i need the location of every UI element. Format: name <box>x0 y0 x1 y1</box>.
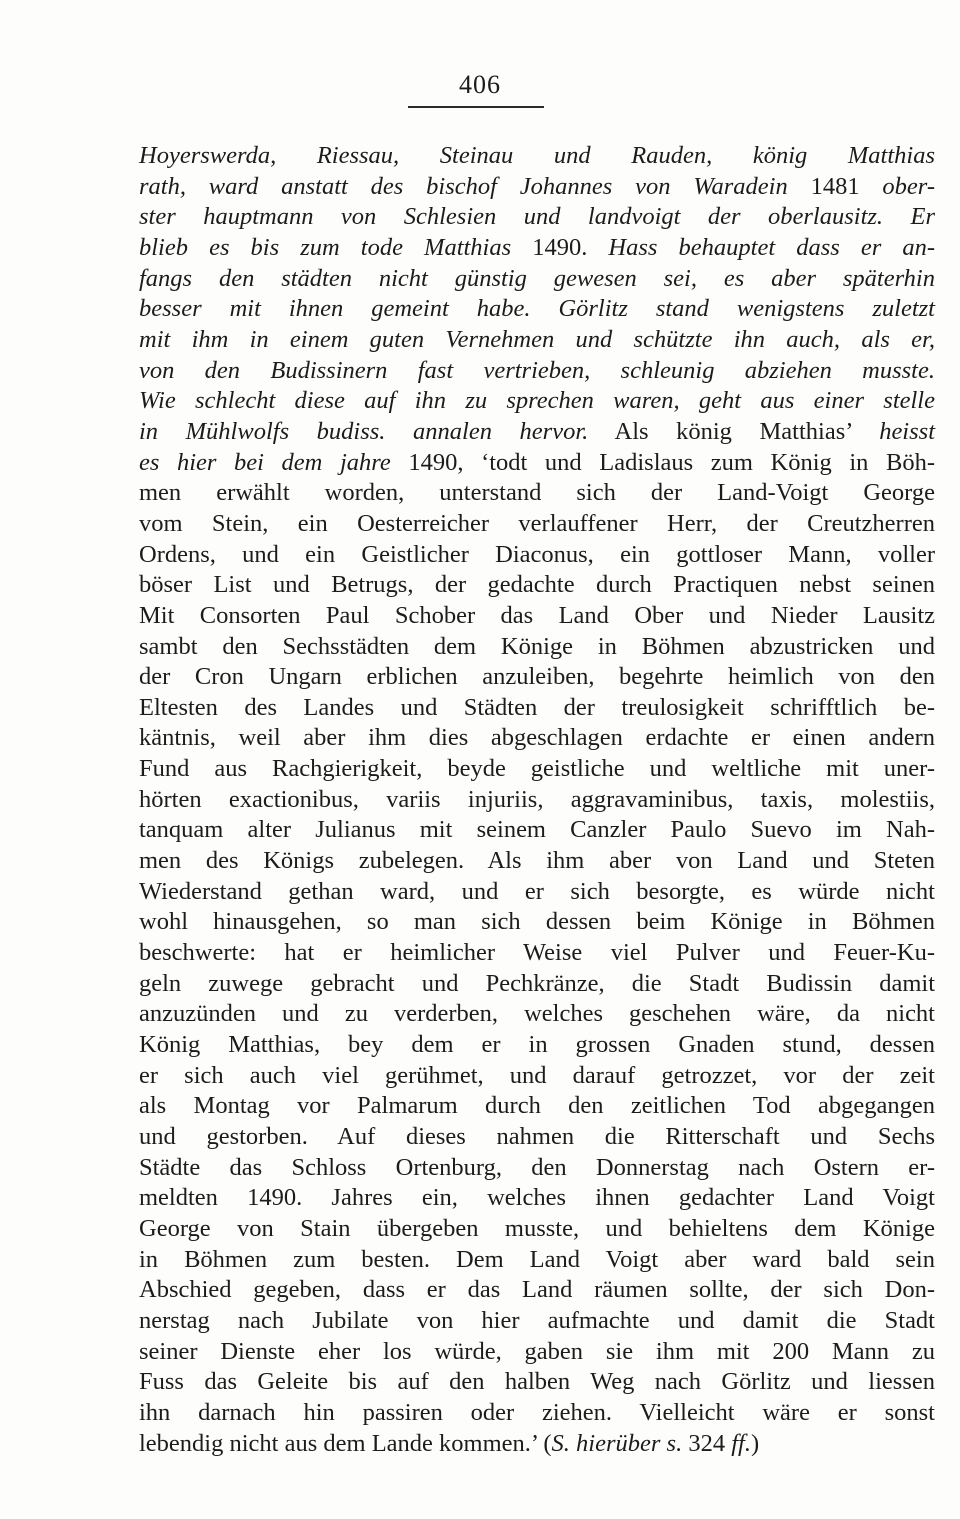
text-run: Fund aus Rachgierigkeit, beyde geistliche und weltliche mit uner- <box>139 755 935 783</box>
text-run: 1481 <box>810 172 860 200</box>
text-line <box>139 1183 935 1214</box>
body-text <box>139 141 935 1459</box>
text-line <box>139 723 935 754</box>
text-run: Eltesten des Landes und Städten der treulosigkeit schrifftlich be- <box>139 693 935 721</box>
text-line <box>139 877 935 908</box>
text-run: S. hierüber s. <box>551 1429 683 1457</box>
text-run: Fuss das Geleite bis auf den halben Weg nach Görlitz und liessen <box>139 1368 935 1396</box>
text-line <box>139 1030 935 1061</box>
text-run: ster hauptmann von Schlesien und landvoigt der oberlausitz. Er <box>139 203 935 231</box>
text-run: Wie schlecht diese auf ihn zu sprechen waren, geht aus einer stelle <box>139 387 935 415</box>
text-line <box>139 264 935 295</box>
text-run: Mit Consorten Paul Schober das Land Ober und Nieder Lausitz <box>139 601 935 629</box>
text-run: 1490, ‘todt und Ladislaus zum König in Böh- <box>390 448 935 476</box>
text-run: blieb es bis zum tode Matthias <box>139 233 533 261</box>
text-run: men erwählt worden, unterstand sich der Land-Voigt George <box>139 479 935 507</box>
text-run: Ordens, und ein Geistlicher Diaconus, ein gottloser Mann, voller <box>139 540 935 568</box>
text-run: Städte das Schloss Ortenburg, den Donnerstag nach Ostern er- <box>139 1153 935 1181</box>
text-run: in Böhmen zum besten. Dem Land Voigt aber ward bald sein <box>139 1245 935 1273</box>
text-line <box>139 1337 935 1368</box>
text-run: ) <box>750 1429 760 1457</box>
text-line <box>139 785 935 816</box>
text-line <box>139 325 935 356</box>
page-number: 406 <box>459 70 501 99</box>
text-line <box>139 141 935 172</box>
text-line <box>139 1306 935 1337</box>
text-run: es hier bei dem jahre <box>139 448 391 476</box>
text-line <box>139 509 935 540</box>
text-run: men des Königs zubelegen. Als ihm aber von Land und Steten <box>139 847 935 875</box>
text-line <box>139 846 935 877</box>
text-line <box>139 386 935 417</box>
text-line <box>139 1429 935 1460</box>
text-line <box>139 662 935 693</box>
text-run: Hass behauptet dass er an- <box>587 233 936 261</box>
text-run: mit ihm in einem guten Vernehmen und schützte ihn auch, als er, <box>139 325 935 353</box>
text-line <box>139 1061 935 1092</box>
text-run: heisst <box>879 417 935 445</box>
text-run: nerstag nach Jubilate von hier aufmachte und damit die Stadt <box>139 1306 935 1334</box>
text-line <box>139 1245 935 1276</box>
text-run: seiner Dienste eher los würde, gaben sie ihm mit 200 Mann zu <box>139 1337 935 1365</box>
text-run: und gestorben. Auf dieses nahmen die Ritterschaft und Sechs <box>139 1123 935 1150</box>
text-run: hörten exactionibus, variis injuriis, aggravaminibus, taxis, molestiis, <box>139 785 935 813</box>
text-run: George von Stain übergeben musste, und behieltens dem Könige <box>139 1214 935 1242</box>
text-run: böser List und Betrugs, der gedachte durch Practiquen nebst seinen <box>139 571 935 599</box>
text-line <box>139 356 935 387</box>
text-line <box>139 1122 935 1153</box>
text-run: in Mühlwolfs budiss. annalen hervor. <box>139 417 589 445</box>
text-line <box>139 1367 935 1398</box>
text-run: vom Stein, ein Oesterreicher verlauffener Herr, der Creutzherren <box>139 509 935 537</box>
text-run: König Matthias, bey dem er in grossen Gnaden stund, dessen <box>139 1031 935 1059</box>
text-line <box>139 570 935 601</box>
text-run: der Cron Ungarn erblichen anzuleiben, begehrte heimlich von den <box>139 663 935 691</box>
text-run: wohl hinausgehen, so man sich dessen beim Könige in Böhmen <box>139 908 935 936</box>
text-line <box>139 540 935 571</box>
text-run: rath, ward anstatt des bischof Johannes von Waradein <box>139 172 811 200</box>
text-run: 324 <box>682 1429 732 1457</box>
text-line <box>139 1153 935 1184</box>
text-line <box>139 1091 935 1122</box>
text-line <box>139 294 935 325</box>
text-line <box>139 969 935 1000</box>
text-run: anzuzünden und zu verderben, welches geschehen wäre, da nicht <box>139 1000 935 1028</box>
text-line <box>139 1214 935 1245</box>
text-line <box>139 754 935 785</box>
text-run: fangs den städten nicht günstig gewesen sei, es aber späterhin <box>139 264 935 292</box>
text-run: lebendig nicht aus dem Lande kommen.’ ( <box>139 1429 552 1457</box>
text-line <box>139 907 935 938</box>
text-line <box>139 448 935 479</box>
text-line <box>139 938 935 969</box>
text-run: Hoyerswerda, Riessau, Steinau und Rauden, könig Matthias <box>139 142 935 169</box>
text-line <box>139 417 935 448</box>
text-line <box>139 172 935 203</box>
text-line <box>139 632 935 663</box>
text-run: käntnis, weil aber ihm dies abgeschlagen erdachte er einen andern <box>139 724 935 752</box>
text-run: Wiederstand gethan ward, und er sich besorgte, es würde nicht <box>139 877 935 905</box>
text-run: Als könig Matthias’ <box>588 417 880 445</box>
text-line <box>139 815 935 846</box>
text-run: Abschied gegeben, dass er das Land räumen sollte, der sich Don- <box>139 1276 935 1304</box>
text-run: besser mit ihnen gemeint habe. Görlitz stand wenigstens zuletzt <box>139 295 935 323</box>
text-run: ober- <box>859 172 935 200</box>
text-line <box>139 601 935 632</box>
text-line <box>139 999 935 1030</box>
text-line <box>139 202 935 233</box>
text-run: meldten 1490. Jahres ein, welches ihnen gedachter Land Voigt <box>139 1184 935 1212</box>
text-run: ff. <box>731 1429 751 1457</box>
text-run: geln zuwege gebracht und Pechkränze, die Stadt Budissin damit <box>139 969 935 997</box>
text-run: beschwerte: hat er heimlicher Weise viel Pulver und Feuer-Ku- <box>139 939 935 967</box>
text-line <box>139 1275 935 1306</box>
text-run: von den Budissinern fast vertrieben, schleunig abziehen musste. <box>139 356 935 384</box>
text-run: tanquam alter Julianus mit seinem Canzler Paulo Suevo im Nah- <box>139 816 935 844</box>
text-run: sambt den Sechsstädten dem Könige in Böhmen abzustricken und <box>139 632 935 660</box>
text-line <box>139 233 935 264</box>
text-run: als Montag vor Palmarum durch den zeitlichen Tod abgegangen <box>139 1092 935 1120</box>
text-line <box>139 693 935 724</box>
text-run: 1490. <box>532 233 588 261</box>
text-run: ihn darnach hin passiren oder ziehen. Vielleicht wäre er sonst <box>139 1398 935 1426</box>
text-line <box>139 478 935 509</box>
header-rule <box>408 106 544 108</box>
text-line <box>139 1398 935 1429</box>
text-run: er sich auch viel gerühmet, und darauf getrozzet, vor der zeit <box>139 1061 935 1089</box>
